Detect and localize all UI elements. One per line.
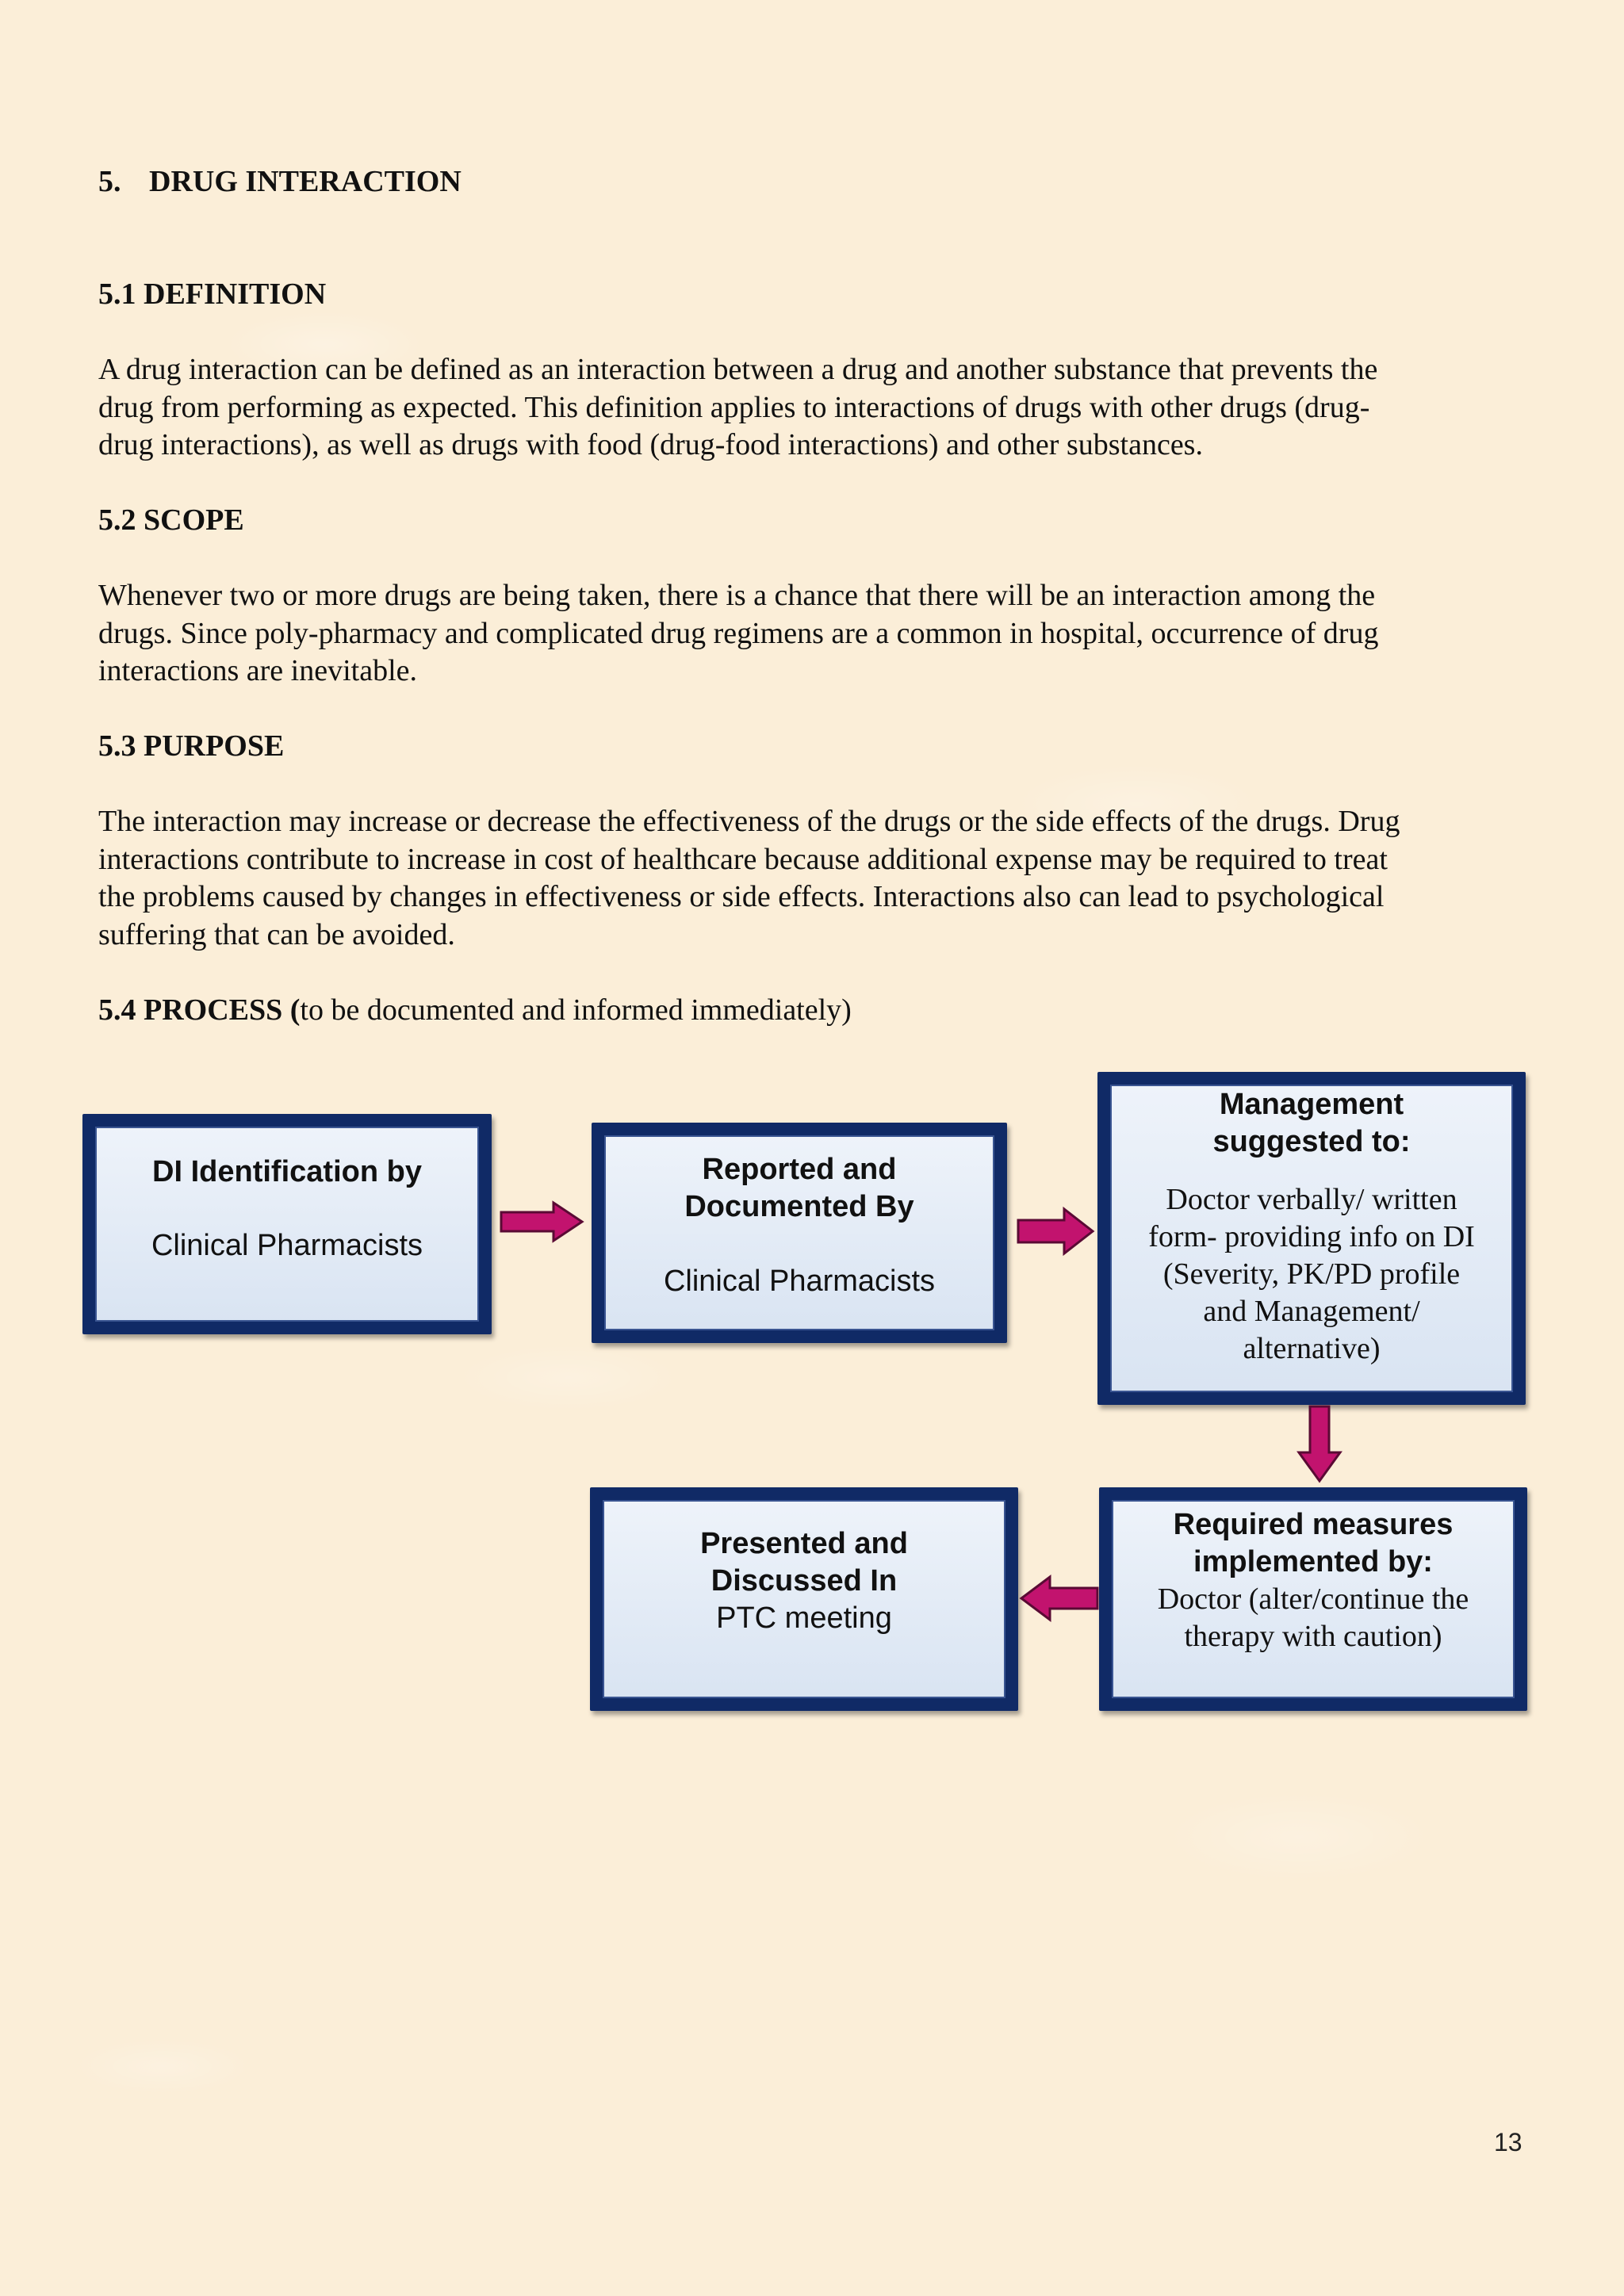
scope-paragraph — [98, 577, 1526, 691]
box4-body-line2: therapy with caution) — [1184, 1620, 1442, 1653]
flow-box-reported — [592, 1123, 1007, 1343]
box2-title-line1: Reported and — [702, 1153, 897, 1186]
scope-line: drugs. Since poly-pharmacy and complicated drug regimens are a common in hospital, occurrence of drug — [98, 616, 1379, 650]
box3-title-line2: suggested to: — [1212, 1125, 1411, 1158]
definition-heading: 5.1 DEFINITION — [98, 277, 327, 311]
box4-title-line1: Required measures — [1173, 1508, 1454, 1541]
box3-body-line: alternative) — [1243, 1332, 1381, 1365]
flow-box-presented — [590, 1487, 1018, 1711]
box3-body-line: (Severity, PK/PD profile — [1162, 1257, 1461, 1291]
purpose-line: interactions contribute to increase in cost of healthcare because additional expense may be required to treat — [98, 842, 1388, 876]
arrow-right-icon — [1015, 1206, 1097, 1257]
scope-line: interactions are inevitable. — [98, 654, 417, 687]
arrow-left-icon — [1018, 1574, 1102, 1623]
page-number: 13 — [1494, 2128, 1522, 2156]
section-heading — [98, 163, 462, 201]
box3-title-line1: Management — [1219, 1088, 1404, 1121]
section-title: DRUG INTERACTION — [149, 165, 462, 198]
box3-body-line: and Management/ — [1203, 1295, 1420, 1328]
purpose-paragraph — [98, 803, 1526, 954]
box2-title-line2: Documented By — [684, 1190, 914, 1223]
arrow-down-icon — [1294, 1403, 1345, 1486]
box5-body: PTC meeting — [716, 1601, 892, 1635]
process-heading — [98, 992, 852, 1029]
definition-line: A drug interaction can be defined as an interaction between a drug and another substance that prevents the — [98, 353, 1378, 386]
section-number: 5. — [98, 165, 121, 198]
box1-title: DI Identification by — [152, 1155, 422, 1188]
purpose-heading: 5.3 PURPOSE — [98, 729, 285, 763]
purpose-line: suffering that can be avoided. — [98, 917, 455, 951]
process-heading-note: to be documented and informed immediately) — [300, 993, 852, 1027]
box4-title-line2: implemented by: — [1193, 1545, 1433, 1578]
flow-box-identification — [82, 1114, 492, 1334]
box1-body: Clinical Pharmacists — [151, 1229, 423, 1262]
flow-box-required-measures — [1099, 1487, 1527, 1711]
box2-body: Clinical Pharmacists — [663, 1265, 936, 1298]
definition-line: drug from performing as expected. This definition applies to interactions of drugs with other drugs (drug- — [98, 390, 1370, 424]
box4-body-line1: Doctor (alter/continue the — [1157, 1582, 1469, 1616]
box3-body-line: form- providing info on DI — [1148, 1220, 1475, 1253]
arrow-right-icon — [498, 1200, 587, 1244]
process-heading-bold: 5.4 PROCESS ( — [98, 993, 301, 1027]
definition-paragraph — [98, 351, 1526, 465]
box3-body-line: Doctor verbally/ written — [1166, 1183, 1457, 1216]
box5-title-line1: Presented and — [700, 1527, 908, 1560]
box5-title-line2: Discussed In — [710, 1564, 898, 1598]
flow-box-management — [1097, 1072, 1526, 1405]
scope-line: Whenever two or more drugs are being taken, there is a chance that there will be an interaction among the — [98, 579, 1376, 612]
definition-line: drug interactions), as well as drugs with food (drug-food interactions) and other substances. — [98, 428, 1203, 461]
purpose-line: The interaction may increase or decrease the effectiveness of the drugs or the side effects of the drugs. Drug — [98, 805, 1400, 838]
scope-heading: 5.2 SCOPE — [98, 503, 244, 537]
purpose-line: the problems caused by changes in effectiveness or side effects. Interactions also can lead to psychological — [98, 880, 1385, 913]
